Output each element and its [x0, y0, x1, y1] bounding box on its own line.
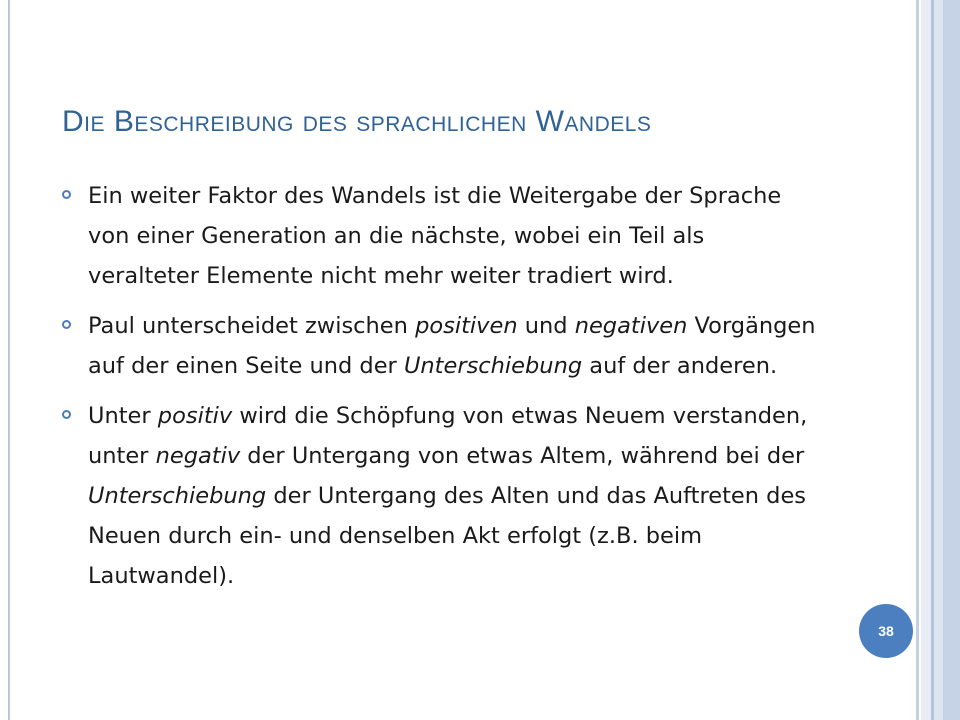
right-stripe [934, 0, 943, 720]
text-run: auf der anderen. [582, 353, 778, 379]
text-run: und [517, 313, 575, 339]
bullet-text [88, 313, 816, 379]
bullet-circle-icon [62, 410, 71, 419]
bullet-circle-icon [62, 190, 71, 199]
italic-term: Unterschiebung [403, 353, 583, 379]
text-run: wird die Schöpfung von etwas Neuem verstanden, unter [88, 403, 808, 469]
bullet-item [62, 306, 822, 386]
right-stripe [943, 0, 960, 720]
italic-term: negativ [155, 443, 241, 469]
bullet-circle-icon [62, 320, 71, 329]
text-run: der Untergang des Alten und das Auftreten des Neuen durch ein- und denselben Akt erfolgt (z.B. beim Lautwandel). [88, 483, 807, 589]
right-stripe [916, 0, 919, 720]
text-run: der Untergang von etwas Altem, während bei der [240, 443, 805, 469]
text-run: Paul unterscheidet zwischen [88, 313, 416, 339]
text-run: Ein weiter Faktor des Wandels ist die Weitergabe der Sprache von einer Generation an die nächste, wobei ein Teil als veralteter Elemente nicht mehr weiter tradiert wird. [88, 183, 782, 289]
italic-term: Unterschiebung [88, 483, 267, 509]
text-run: Vorgängen auf der einen Seite und der [88, 313, 816, 379]
right-stripe [921, 0, 931, 720]
bullet-item [62, 176, 822, 296]
text-run: Unter [88, 403, 158, 429]
left-border-line [8, 0, 10, 720]
bullet-text [88, 403, 807, 589]
italic-term: positiven [415, 313, 518, 339]
bullet-text [88, 183, 781, 289]
italic-term: negativen [574, 313, 688, 339]
bullet-item [62, 396, 822, 596]
slide-title: Die Beschreibung des sprachlichen Wandels [62, 105, 652, 138]
page-number-badge: 38 [859, 604, 913, 658]
bullet-list [62, 176, 822, 606]
italic-term: positiv [157, 403, 233, 429]
